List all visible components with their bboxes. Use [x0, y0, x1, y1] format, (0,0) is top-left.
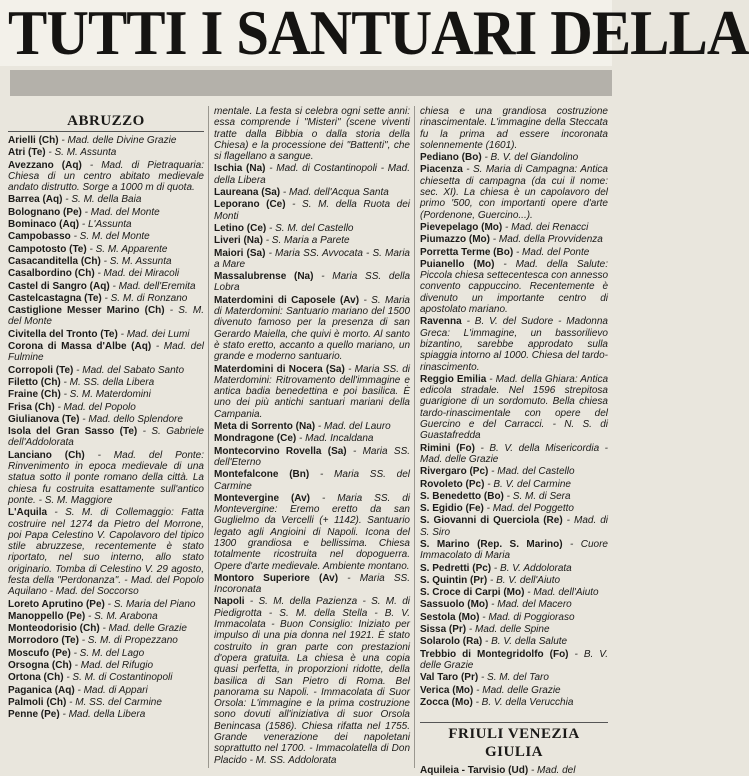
place-name: Aquileia - Tarvisio (Ud) [420, 765, 529, 776]
sanctuary-entry [420, 515, 608, 538]
place-name: Filetto (Ch) [8, 376, 61, 388]
place-name: Meta di Sorrento (Na) [214, 421, 316, 433]
place-name: Val Taro (Pr) [420, 672, 479, 684]
sanctuary-description: - S. M. di Collemaggio: Fatta costruire nel 1274 da Pietro del Morrone, poi Papa Celestino V. Capolavoro del tipico stile abruzzese, recentemente è stato riportato, nel suo interno, allo stato originario. Tomba di Celestino V. 29 agosto, festa della "Perdonanza". - Mad. del Popolo Aquilano - Mad. del Soccorso [8, 507, 204, 598]
sanctuary-description: - Mad. del Poggetto [486, 503, 574, 515]
sanctuary-entry [8, 611, 204, 622]
sanctuary-description: - Mad. del Macero [491, 599, 572, 611]
sanctuary-description: - Mad. Incaldana [299, 433, 374, 445]
place-name: Pediano (Bo) [420, 152, 482, 164]
sanctuary-description: chiesa e una grandiosa costruzione rinascimentale. L'immagine della Steccata fu la prima ad essere incoronata solennemente (1601). [420, 106, 608, 151]
place-name: Napoli [214, 596, 245, 608]
sanctuary-entry [8, 256, 204, 267]
sanctuary-description: - Mad. delle Grazie [102, 623, 187, 635]
sanctuary-description: - L'Assunta [81, 219, 132, 231]
place-name: Materdomini di Nocera (Sa) [214, 363, 345, 375]
sanctuary-entry [420, 503, 608, 514]
sanctuary-entry [8, 341, 204, 364]
place-name: Verica (Mo) [420, 684, 474, 696]
sanctuary-entry [214, 596, 410, 765]
sanctuary-entry [8, 648, 204, 659]
place-name: Trebbio di Montegridolfo (Fo) [420, 648, 569, 660]
sanctuary-entry [8, 365, 204, 376]
region-heading: ABRUZZO [8, 112, 204, 132]
sanctuary-entry [8, 685, 204, 696]
sanctuary-description: - Maria SS. di Montevergine: Eremo eretto da san Guglielmo da Vercelli (+ 1142). Santuario legato agli Angioini di Napoli. Icona del 1300 grandiosa e bellissima. Chiesa totalmente ricostruita nel dopoguerra. Opere d'arte medievale. Ambiente montano. [214, 492, 410, 572]
sanctuary-entry [8, 329, 204, 340]
sanctuary-entry [8, 507, 204, 597]
sanctuary-entry [214, 163, 410, 186]
place-name: Mondragone (Ce) [214, 433, 297, 445]
place-name: Massalubrense (Na) [214, 271, 314, 283]
sanctuary-entry [8, 231, 204, 242]
sanctuary-entry [214, 493, 410, 572]
sanctuary-entry [8, 244, 204, 255]
sanctuary-entry [8, 135, 204, 146]
sanctuary-description: - B. V. della Misericordia - Mad. delle Grazie [420, 442, 608, 465]
sanctuary-description: - Maria SS. dell'Eterno [214, 445, 411, 468]
sanctuary-description: - Mad. di Poggioraso [482, 611, 575, 623]
sanctuary-entry [214, 421, 410, 432]
column-divider [414, 106, 415, 768]
sanctuary-entry [214, 235, 410, 246]
place-name: Bolognano (Pe) [8, 206, 82, 218]
place-name: Bominaco (Aq) [8, 219, 80, 231]
sanctuary-entry [420, 152, 608, 163]
sanctuary-entry [8, 709, 204, 720]
sanctuary-description: - Mad. del [530, 765, 576, 776]
sanctuary-entry [420, 316, 608, 372]
place-name: Loreto Aprutino (Pe) [8, 598, 105, 610]
sanctuary-entry [8, 623, 204, 634]
sanctuary-entry [214, 446, 410, 469]
sanctuary-entry [420, 563, 608, 574]
sanctuary-description: - S. M. del Monte [73, 231, 150, 243]
sanctuary-description: - B. V. della Verucchia [475, 696, 574, 708]
place-name: Avezzano (Aq) [8, 159, 82, 171]
sanctuary-entry [420, 443, 608, 466]
sanctuary-description: - S. M. della Pazienza - S. M. di Piedigrotta - S. M. della Stella - B. V. Immacolata - Buon Consiglio: Iniziato per impulso di una pia donna nel 1921. È stato costruito in gran parte con prestazioni d'opera gratuita. La chiesa è una copia quasi perfetta, in proporzioni ridotte, della basilica di San Pietro di Roma. Bel panorama su Napoli. - Immacolata di Suor Orsola: L'immagine e la prima costruzione sono dovuti all'iniziativa di suor Orsola Benincasa (1586). Chiesa rifatta nel 1755. Grande venerazione dei napoletani soprattutto nel 1700. - Immacolatella di Don Placido - M. SS. Addolorata [214, 596, 410, 766]
sanctuary-description: - S. M. del Monte [8, 305, 205, 328]
sanctuary-entry [8, 697, 204, 708]
place-name: Piacenza [420, 164, 463, 176]
column-3 [420, 106, 609, 776]
place-name: Sissa (Pr) [420, 624, 467, 636]
sanctuary-description: - S. M. Assunta [48, 147, 117, 159]
sanctuary-description: - S. M. del Taro [480, 672, 549, 684]
place-name: Pievepelago (Mo) [420, 221, 503, 233]
sanctuary-entry [8, 450, 204, 506]
sanctuary-entry [8, 672, 204, 683]
place-name: Sassuolo (Mo) [420, 599, 489, 611]
sanctuary-entry [8, 293, 204, 304]
sanctuary-description: - S. M. di Costantinopoli [66, 672, 173, 684]
place-name: S. Giovanni di Querciola (Re) [420, 515, 563, 527]
place-name: Laureana (Sa) [214, 187, 281, 199]
place-name: Liveri (Na) [214, 235, 263, 247]
sanctuary-description: - Maria SS. del Carmine [214, 469, 411, 492]
sanctuary-entry [420, 234, 608, 245]
sanctuary-description: - S. M. Apparente [89, 243, 168, 255]
sanctuary-entry [8, 660, 204, 671]
sanctuary-entry [214, 187, 410, 198]
place-name: Letino (Ce) [214, 222, 267, 234]
sanctuary-description: - M. SS. della Libera [63, 376, 155, 388]
sanctuary-description: - Mad. di Appari [77, 684, 148, 696]
place-name: Castiglione Messer Marino (Ch) [8, 305, 165, 317]
place-name: Giulianova (Te) [8, 413, 80, 425]
place-name: Castel di Sangro (Aq) [8, 280, 110, 292]
sanctuary-description: - S. M. della Ruota dei Monti [214, 199, 411, 222]
sanctuary-entry [420, 672, 608, 683]
sanctuary-description: - Mad. di S. Siro [420, 515, 609, 538]
place-name: Piumazzo (Mo) [420, 234, 490, 246]
sanctuary-description: - Mad. del Ponte [515, 246, 590, 258]
sanctuary-description: - Mad. della Salute: Piccola chiesa settecentesca con annesso convento cappuccino. Recentemente è divenuto un importante centro di apostolato mariano. [420, 258, 608, 316]
place-name: Orsogna (Ch) [8, 660, 72, 672]
sanctuary-description: - Maria SS. Avvocata - S. Maria a Mare [214, 247, 410, 270]
sanctuary-description: - Mad. dell'Acqua Santa [282, 187, 389, 199]
sanctuary-entry [420, 222, 608, 233]
place-name: Montecorvino Rovella (Sa) [214, 445, 347, 457]
sanctuary-description: - B. V. Addolorata [493, 562, 572, 574]
sanctuary-entry [214, 364, 410, 420]
region-heading: FRIULI VENEZIA GIULIA [420, 722, 608, 762]
place-name: S. Marino (Rep. S. Marino) [420, 538, 563, 550]
sanctuary-entry [420, 636, 608, 647]
sanctuary-description: - Mad. dei Renacci [505, 221, 589, 233]
sanctuary-entry [8, 402, 204, 413]
sanctuary-description: - Mad. del Fulmine [8, 341, 204, 364]
sanctuary-entry [8, 599, 204, 610]
place-name: Castelcastagna (Te) [8, 292, 102, 304]
place-name: Casacanditella (Ch) [8, 255, 101, 267]
sanctuary-entry [8, 147, 204, 158]
sanctuary-description: - Mad. delle Divine Grazie [61, 135, 177, 146]
sanctuary-description: - Mad. del Popolo [57, 401, 136, 413]
sanctuary-description: - B. V. del Giandolino [484, 152, 579, 164]
sanctuary-description: - Mad. della Provvidenza [492, 234, 603, 246]
place-name: Rivergaro (Pc) [420, 466, 489, 478]
sanctuary-description: - S. M. della Baia [65, 194, 142, 206]
place-name: Materdomini di Caposele (Av) [214, 294, 360, 306]
place-name: Maiori (Sa) [214, 247, 266, 259]
sanctuary-entry [8, 281, 204, 292]
sanctuary-description: - S. Gabriele dell'Addolorata [8, 426, 204, 449]
sanctuary-entry [8, 207, 204, 218]
sanctuary-entry [8, 194, 204, 205]
sanctuary-description: - Mad. delle Grazie [476, 684, 561, 696]
place-name: Moscufo (Pe) [8, 647, 71, 659]
place-name: Morrodoro (Te) [8, 635, 79, 647]
sanctuary-description: - Mad. dei Lumi [120, 328, 190, 340]
sanctuary-entry [420, 374, 608, 442]
sanctuary-description: - S. Maria di Campagna: Antica chiesetta di campagna (da cui il nome: sec. XI). La chiesa è un capolavoro del primo '500, con importanti opere d'arte (Pordenone, Guercino...). [420, 164, 608, 221]
place-name: Rovoleto (Pc) [420, 478, 485, 490]
sanctuary-entry [214, 469, 410, 492]
sanctuary-entry [8, 268, 204, 279]
sanctuary-entry [214, 433, 410, 444]
sanctuary-description: - S. Maria del Piano [107, 598, 196, 610]
sanctuary-description: - Mad. del Lauro [317, 421, 391, 433]
sanctuary-entry [214, 223, 410, 234]
sanctuary-description: - Mad. dell'Eremita [112, 280, 196, 292]
place-name: Leporano (Ce) [214, 199, 286, 211]
sanctuary-description: - B. V. dell'Aiuto [490, 574, 561, 586]
place-name: Monteodorisio (Ch) [8, 623, 100, 635]
place-name: Atri (Te) [8, 147, 46, 159]
sanctuary-description: - Mad. dello Splendore [82, 413, 183, 425]
sanctuary-entry [420, 259, 608, 315]
sanctuary-entry [420, 624, 608, 635]
sanctuary-entry [214, 573, 410, 596]
place-name: Isola del Gran Sasso (Te) [8, 426, 138, 438]
sanctuary-entry [420, 247, 608, 258]
sanctuary-description: - Cuore Immacolato di Maria [420, 538, 608, 562]
place-name: Montevergine (Av) [214, 492, 311, 504]
sanctuary-entry [420, 649, 608, 672]
sanctuary-entry [8, 635, 204, 646]
sanctuary-description: - S. M. del Lago [73, 647, 145, 659]
place-name: Fraine (Ch) [8, 389, 61, 401]
sanctuary-description: mentale. La festa si celebra ogni sette anni: essa comprende i "Misteri" (scene viventi tratte dalla Bibbia o dalla storia della Chiesa) e la processione dei "Battenti", che si flagellano a sangue. [214, 106, 410, 163]
place-name: Solarolo (Ra) [420, 636, 483, 648]
place-name: Porretta Terme (Bo) [420, 246, 514, 258]
sanctuary-description: - S. M. Assunta [103, 255, 172, 267]
place-name: Rimini (Fo) [420, 442, 475, 454]
sanctuary-description: - B. V. della Salute [485, 636, 568, 648]
place-name: Campotosto (Te) [8, 243, 87, 255]
sanctuary-entry [420, 765, 608, 776]
sanctuary-description: - S. M. Arabona [88, 610, 158, 622]
sanctuary-entry [420, 685, 608, 696]
sanctuary-description: - S. M. del Castello [269, 222, 354, 234]
place-name: Montoro Superiore (Av) [214, 572, 339, 584]
place-name: S. Croce di Carpi (Mo) [420, 587, 525, 599]
sanctuary-description: - S. M. di Propezzano [81, 635, 178, 647]
place-name: Corropoli (Te) [8, 364, 74, 376]
place-name: S. Quintin (Pr) [420, 574, 488, 586]
sanctuary-description: - Maria SS. della Lobra [214, 271, 411, 294]
place-name: Penne (Pe) [8, 709, 60, 721]
sanctuary-description: - Mad. del Sabato Santo [76, 364, 185, 376]
place-name: Sestola (Mo) [420, 611, 480, 623]
place-name: Reggio Emilia [420, 373, 487, 385]
place-name: Montefalcone (Bn) [214, 469, 310, 481]
sanctuary-entry [420, 106, 608, 151]
place-name: Paganica (Aq) [8, 684, 75, 696]
sanctuary-entry [420, 491, 608, 502]
sanctuary-entry [8, 160, 204, 194]
sanctuary-description: - Mad. del Castello [491, 466, 575, 478]
sanctuary-entry [420, 164, 608, 220]
place-name: Casalbordino (Ch) [8, 268, 95, 280]
place-name: Manoppello (Pe) [8, 610, 86, 622]
place-name: Ravenna [420, 316, 462, 328]
sanctuary-description: - M. SS. del Carmine [69, 696, 162, 708]
sanctuary-description: - B. V. delle Grazie [420, 648, 608, 671]
column-1 [8, 106, 204, 768]
place-name: Ischia (Na) [214, 163, 266, 175]
sanctuary-description: - Mad. del Monte [84, 206, 160, 218]
sanctuary-description: - Mad. del Ponte: Rinvenimento in epoca medievale di una statua sotto il ponte romano della città. La chiesa fu costruita esattamente sull'antico ponte. - S. M. Maggiore [8, 449, 204, 506]
sanctuary-description: - Mad. del Rifugio [74, 660, 154, 672]
place-name: Corona di Massa d'Albe (Aq) [8, 341, 152, 353]
sanctuary-description: - Mad. di Pietraquaria: Chiesa di un centro abitato medievale andato distrutto. Sorge a 1000 m di quota. [8, 159, 204, 194]
sanctuary-entry [420, 587, 608, 598]
sanctuary-entry [8, 389, 204, 400]
sanctuary-description: - Mad. della Ghiara: Antica edicola stradale. Nel 1596 strepitosa guarigione di un sordomuto. Bella chiesa tardo-rinascimentale con opere del Guercino e del Carracci. - N. S. di Guastafredda [420, 373, 609, 442]
sanctuary-entry [420, 479, 608, 490]
place-name: S. Pedretti (Pc) [420, 562, 492, 574]
sanctuary-description: - Maria SS. di Materdomini: Ritrovamento dell'immagine e antica badia benedettina e poi basilica. È uno dei più antichi santuari mariani della Campania. [214, 363, 410, 420]
sanctuary-entry [420, 599, 608, 610]
sanctuary-description: - S. M. di Ronzano [104, 292, 188, 304]
sanctuary-description: - S. M. Materdomini [63, 389, 151, 401]
place-name: Palmoli (Ch) [8, 696, 67, 708]
sanctuary-entry [8, 305, 204, 328]
sanctuary-description: - Mad. di Costantinopoli - Mad. della Libera [214, 163, 410, 186]
sanctuary-entry [214, 271, 410, 294]
place-name: Lanciano (Ch) [8, 449, 85, 461]
sanctuary-description: - Maria SS. Incoronata [214, 572, 411, 596]
headline-text: TUTTI I SANTUARI DELLA [8, 0, 749, 68]
place-name: Civitella del Tronto (Te) [8, 328, 118, 340]
sanctuary-entry [214, 295, 410, 363]
place-name: Campobasso [8, 231, 71, 243]
place-name: Puianello (Mo) [420, 258, 495, 270]
sanctuary-entry [214, 106, 410, 162]
sanctuary-entry [420, 575, 608, 586]
headline-banner [0, 0, 749, 68]
sanctuary-description: - B. V. del Carmine [487, 478, 571, 490]
header-divider-bar [10, 70, 612, 96]
sanctuary-entry [214, 199, 410, 222]
column-2 [214, 106, 410, 768]
place-name: L'Aquila [8, 507, 48, 519]
place-name: S. Benedetto (Bo) [420, 490, 504, 502]
sanctuary-description: - Mad. dell'Aiuto [527, 587, 599, 599]
sanctuary-entry [8, 377, 204, 388]
column-divider [208, 106, 209, 768]
sanctuary-description: - Mad. della Libera [62, 709, 146, 721]
place-name: Ortona (Ch) [8, 672, 64, 684]
place-name: Barrea (Aq) [8, 194, 63, 206]
place-name: S. Egidio (Fe) [420, 503, 484, 515]
sanctuary-entry [8, 414, 204, 425]
place-name: Zocca (Mo) [420, 696, 473, 708]
sanctuary-entry [8, 219, 204, 230]
place-name: Frisa (Ch) [8, 401, 55, 413]
sanctuary-entry [214, 248, 410, 271]
place-name: Arielli (Ch) [8, 135, 59, 146]
sanctuary-entry [8, 426, 204, 449]
sanctuary-description: - Mad. delle Spine [468, 624, 550, 636]
sanctuary-entry [420, 466, 608, 477]
sanctuary-entry [420, 539, 608, 562]
sanctuary-description: - S. Maria di Materdomini: Santuario mariano del 1500 divenuto famoso per la presenza di san Gerardo Maiella, che quivi è morto. Al santo è stato eretto, accanto a quello mariano, un grande e moderno santuario. [214, 294, 410, 363]
sanctuary-entry [420, 612, 608, 623]
sanctuary-description: - S. M. di Sera [506, 490, 571, 502]
sanctuary-description: - S. Maria a Parete [265, 235, 350, 247]
sanctuary-description: - B. V. del Sudore - Madonna Greca: L'immagine, un bassorilievo bizantino, sarebbe approdato sulla spiaggia intorno al 1000. Chiesa del tardo-rinascimento. [420, 316, 608, 373]
sanctuary-description: - Mad. dei Miracoli [97, 268, 180, 280]
sanctuary-entry [420, 697, 608, 708]
